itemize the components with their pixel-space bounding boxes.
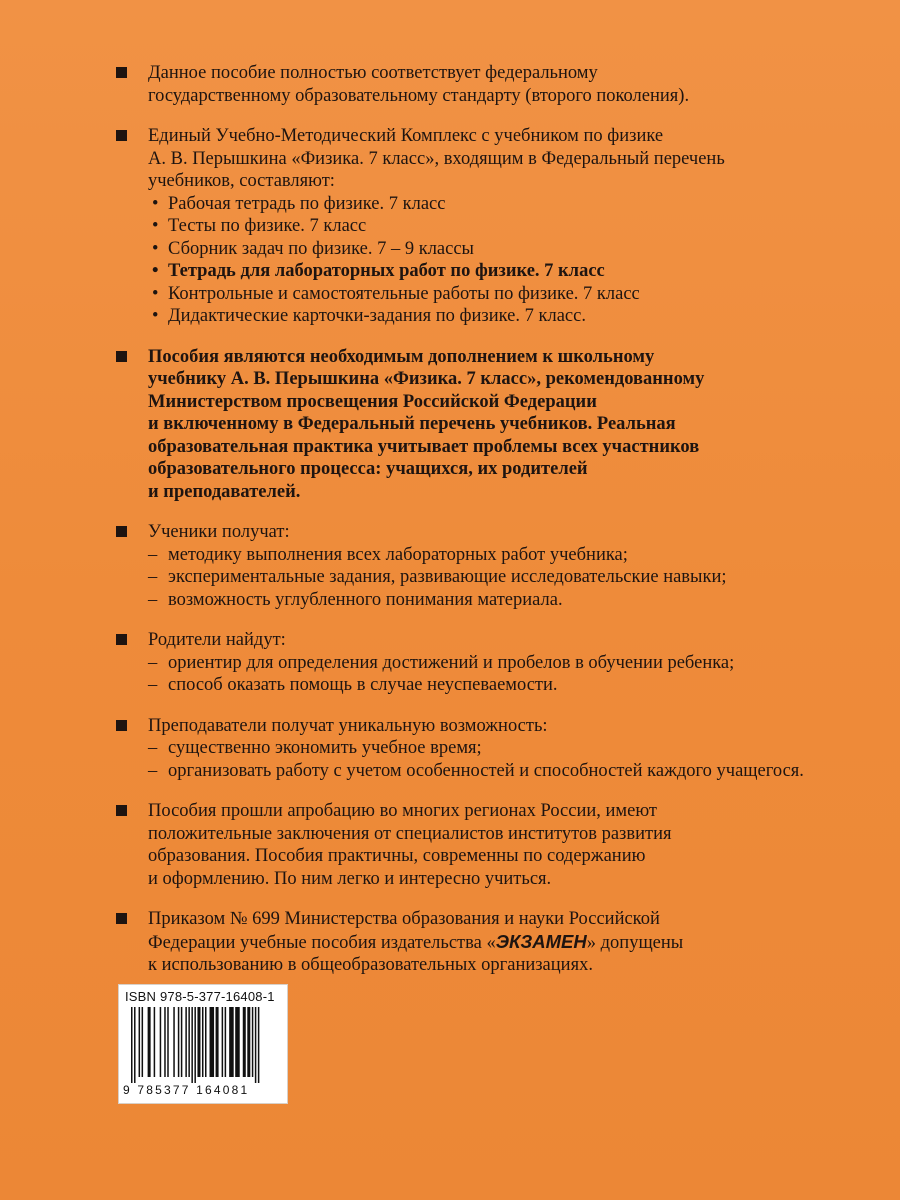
list-item: • Дидактические карточки-задания по физике. 7 класс. <box>148 305 852 328</box>
list-item: • Тесты по физике. 7 класс <box>148 215 852 238</box>
list-item: • Контрольные и самостоятельные работы по физике. 7 класс <box>148 283 852 306</box>
barcode-bar <box>235 1007 240 1077</box>
text-line: к использованию в общеобразовательных организациях. <box>148 955 593 975</box>
ean-digits: 9 785377 164081 <box>123 1083 250 1097</box>
barcode-bar <box>142 1007 144 1077</box>
barcode-bar <box>222 1007 224 1077</box>
text-line: образовательная практика учитывает проблемы всех участников <box>148 436 700 457</box>
text-line: образовательного процесса: учащихся, их родителей <box>148 459 588 479</box>
text-line: Приказом № 699 Министерства образования и науки Российской <box>148 909 660 929</box>
text-line: образования. Пособия практичны, современны по содержанию <box>148 846 646 866</box>
students-list <box>148 544 852 612</box>
text-line: Данное пособие полностью соответствует федеральному <box>148 63 598 83</box>
students-section <box>112 521 852 611</box>
barcode-bar <box>194 1007 196 1083</box>
barcode-bar <box>216 1007 219 1077</box>
list-item-highlighted: • Тетрадь для лабораторных работ по физике. 7 класс <box>148 260 852 283</box>
text-line: А. В. Перышкина «Физика. 7 класс», входящим в Федеральный перечень <box>148 148 725 169</box>
barcode-bar <box>247 1007 250 1077</box>
cover-text <box>112 62 852 995</box>
text-line: положительные заключения от специалистов институтов развития <box>148 823 672 844</box>
text-line: Пособия прошли апробацию во многих регионах России, имеют <box>148 801 658 821</box>
text-fragment: » допущены <box>586 932 684 953</box>
barcode-icon <box>131 1007 279 1083</box>
list-item: • Рабочая тетрадь по физике. 7 класс <box>148 193 852 216</box>
text-line: Пособия являются необходимым дополнением к школьному <box>148 346 655 367</box>
square-bullet-icon <box>116 67 127 78</box>
publisher-name: ЭКЗАМЕН <box>495 930 587 952</box>
list-item: – ориентир для определения достижений и пробелов в обучении ребенка; <box>148 652 852 675</box>
barcode-bar <box>164 1007 166 1077</box>
text-line: государственному образовательному стандарту (второго поколения). <box>148 85 690 106</box>
barcode-bar <box>225 1007 227 1077</box>
isbn-label: ISBN 978-5-377-16408-1 <box>125 989 275 1004</box>
list-item: – возможность углубленного понимания материала. <box>148 589 852 612</box>
barcode-bar <box>258 1007 260 1083</box>
barcode-bar <box>188 1007 190 1077</box>
list-item: – экспериментальные задания, развивающие исследовательские навыки; <box>148 566 852 589</box>
text-line: Родители найдут: <box>148 630 286 650</box>
list-item: • Сборник задач по физике. 7 – 9 классы <box>148 238 852 261</box>
text-line: Преподаватели получат уникальную возможность: <box>148 715 548 736</box>
square-bullet-icon <box>116 805 127 816</box>
barcode-bar <box>202 1007 204 1077</box>
list-item: – организовать работу с учетом особенностей и способностей каждого учащегося. <box>148 760 852 783</box>
barcode-bar <box>255 1007 257 1083</box>
teachers-section <box>112 715 852 783</box>
parents-list <box>148 652 852 697</box>
barcode-bar <box>148 1007 151 1077</box>
barcode-bar <box>243 1007 246 1077</box>
barcode-bar <box>139 1007 141 1077</box>
parents-section <box>112 629 852 697</box>
barcode-bar <box>210 1007 215 1077</box>
square-bullet-icon <box>116 351 127 362</box>
barcode-bar <box>167 1007 169 1077</box>
text-line: Единый Учебно-Методический Комплекс с учебником по физике <box>148 126 664 146</box>
barcode-bar <box>160 1007 162 1077</box>
umk-section <box>112 125 852 328</box>
text-line: и оформлению. По ним легко и интересно учиться. <box>148 868 552 889</box>
square-bullet-icon <box>116 526 127 537</box>
barcode-bar <box>191 1007 193 1083</box>
supplement-note <box>112 346 852 504</box>
isbn-barcode <box>118 984 288 1104</box>
barcode-bar <box>131 1007 133 1083</box>
barcode-bar <box>173 1007 175 1077</box>
text-line <box>148 931 852 955</box>
teachers-list <box>148 737 852 782</box>
square-bullet-icon <box>116 913 127 924</box>
barcode-bar <box>197 1007 200 1077</box>
barcode-bar <box>181 1007 183 1077</box>
list-item: – методику выполнения всех лабораторных работ учебника; <box>148 544 852 567</box>
barcode-bar <box>252 1007 254 1077</box>
text-fragment: Федерации учебные пособия издательства « <box>148 932 496 953</box>
barcode-bar <box>154 1007 156 1077</box>
square-bullet-icon <box>116 634 127 645</box>
barcode-bar <box>185 1007 187 1077</box>
umk-list <box>148 193 852 328</box>
text-line: Министерством просвещения Российской Федерации <box>148 391 597 412</box>
standard-note <box>112 62 852 107</box>
text-line: учебнику А. В. Перышкина «Физика. 7 класс», рекомендованному <box>148 369 705 389</box>
square-bullet-icon <box>116 720 127 731</box>
barcode-bar <box>229 1007 234 1077</box>
list-item: – способ оказать помощь в случае неуспеваемости. <box>148 674 852 697</box>
text-line: и преподавателей. <box>148 481 301 502</box>
approval-note <box>112 800 852 890</box>
square-bullet-icon <box>116 130 127 141</box>
text-line: Ученики получат: <box>148 522 290 542</box>
list-item: – существенно экономить учебное время; <box>148 737 852 760</box>
text-line: и включенному в Федеральный перечень учебников. Реальная <box>148 414 676 434</box>
barcode-bar <box>134 1007 136 1083</box>
text-line: учебников, составляют: <box>148 171 335 191</box>
barcode-bar <box>205 1007 207 1077</box>
barcode-bar <box>178 1007 180 1077</box>
order-note <box>112 908 852 977</box>
